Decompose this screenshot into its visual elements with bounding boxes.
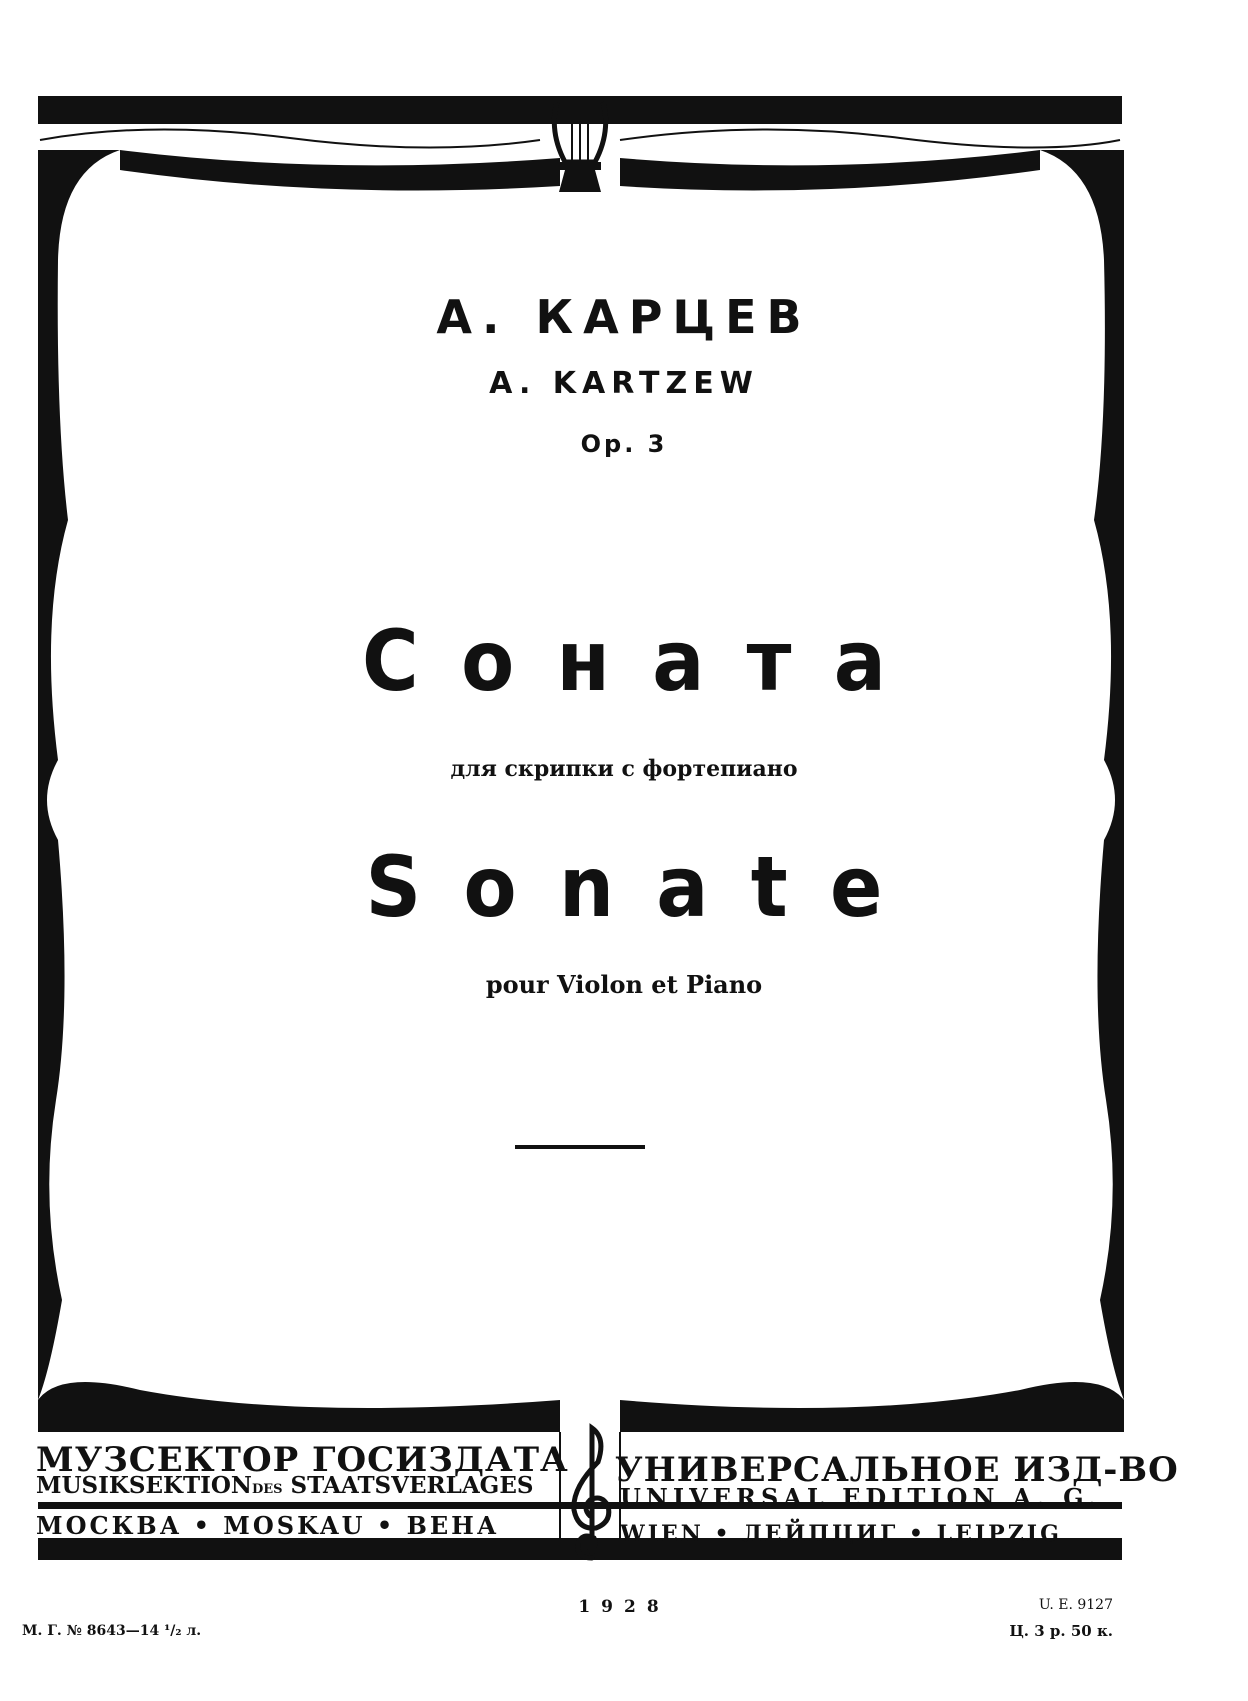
ue-number: U. E. 9127: [1038, 1597, 1113, 1613]
subtitle-fr: pour Violon et Piano: [485, 970, 763, 999]
publisher-right-cities: WIEN • ЛЕЙПЦИГ • LEIPZIG: [620, 1521, 1062, 1547]
catalog-code: М. Г. № 8643—14 ¹/₂ л.: [22, 1623, 202, 1639]
subtitle-ru: для скрипки с фортепиано: [450, 756, 798, 782]
composer-name-de: A. KARTZEW: [489, 366, 759, 401]
price: Ц. 3 р. 50 к.: [1009, 1622, 1113, 1640]
treble-clef-icon: [562, 1418, 618, 1568]
publisher-left-de-small: DES: [251, 1482, 283, 1497]
divider-rule: [515, 1145, 645, 1149]
publisher-left-de: [36, 1472, 533, 1499]
lyre-icon: [545, 92, 615, 202]
publisher-left-de-a: MUSIKSEKTION: [36, 1472, 252, 1499]
publisher-right-ru: УНИВЕРСАЛЬНОЕ ИЗД-ВО: [615, 1450, 1179, 1490]
title-de: Sonate: [365, 838, 925, 936]
publication-year: 1928: [578, 1597, 670, 1617]
title-ru: Соната: [362, 612, 929, 710]
publisher-right-de: UNIVERSAL EDITION A. G.: [620, 1483, 1102, 1512]
opus-number: Op. 3: [580, 430, 668, 458]
publisher-left-ru: МУЗСЕКТОР ГОСИЗДАТА: [36, 1440, 569, 1480]
composer-name-ru: А. КАРЦЕВ: [436, 290, 812, 344]
publisher-left-de-b: STAATSVERLAGES: [290, 1472, 534, 1499]
publisher-left-cities: МОСКВА • MOSKAU • ВЕНА: [36, 1511, 500, 1540]
